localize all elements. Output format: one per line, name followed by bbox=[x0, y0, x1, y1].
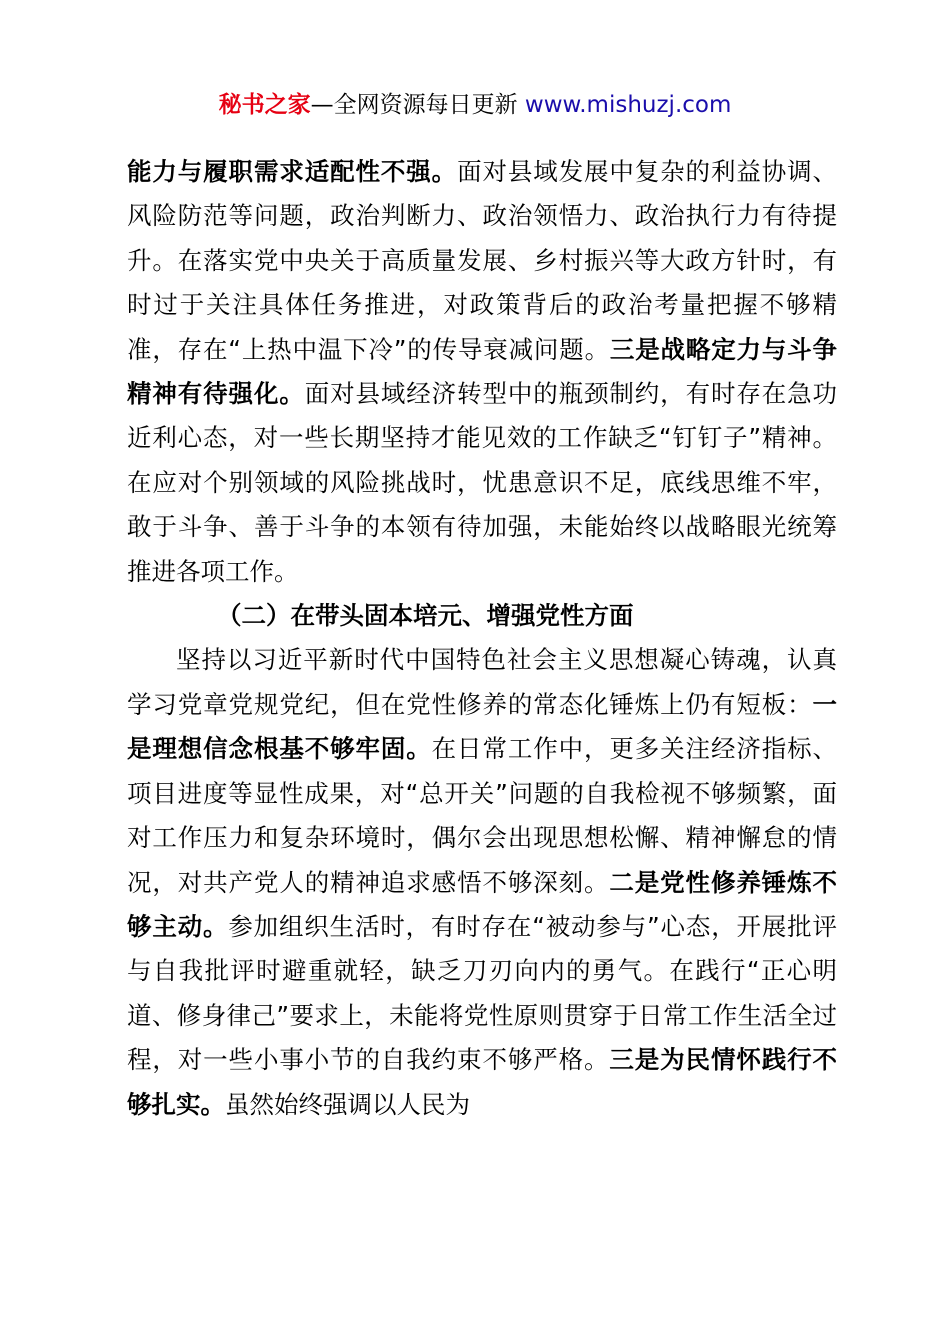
body-text: 参加组织生活时，有时存在“被动参与”心态，开展批评与自我批评时避重就轻，缺乏刀刃向内的勇气。在践行“正心明道、修身律己”要求上，未能将党性原则贯穿于日常工作生活全过程，对一些小事小节的自我约束不够严格。 bbox=[127, 911, 838, 1075]
bold-point-1: 一是理想信念根基不够牢固。 bbox=[127, 689, 837, 764]
website-link[interactable]: www.mishuzj.com bbox=[524, 92, 732, 118]
brand-name: 秘书之家 bbox=[218, 92, 311, 118]
body-text: 在日常工作中，更多关注经济指标、项目进度等显性成果，对“总开关”问题的自我检视不够频繁，面对工作压力和复杂环境时，偶尔会出现思想松懈、精神懈怠的情况，对共产党人的精神追求感悟不够深刻。 bbox=[127, 734, 838, 897]
section-heading-2: （二）在带头固本培元、增强党性方面 bbox=[217, 601, 634, 631]
bold-point-2: 二是党性修养锤炼不够主动。 bbox=[127, 867, 838, 941]
header-tagline: —全网资源每日更新 bbox=[310, 92, 525, 118]
document-body bbox=[127, 150, 837, 1127]
site-header bbox=[0, 88, 950, 122]
paragraph-party-spirit bbox=[127, 638, 837, 1126]
bold-point-3: 三是为民情怀践行不够扎实。 bbox=[127, 1045, 838, 1119]
body-text: 虽然始终强调以人民为 bbox=[225, 1089, 470, 1119]
body-text: 坚持以习近平新时代中国特色社会主义思想凝心铸魂，认真学习党章党规党纪，但在党性修养的常态化锤炼上仍有短板： bbox=[127, 645, 837, 719]
body-text: 面对县域经济转型中的瓶颈制约，有时存在急功近利心态，对一些长期坚持才能见效的工作缺乏“钉钉子”精神。在应对个别领域的风险挑战时，忧患意识不足，底线思维不牢，敢于斗争、善于斗争的本领有待加强，未能始终以战略眼光统筹推进各项工作。 bbox=[127, 379, 838, 586]
paragraph-capability bbox=[127, 150, 837, 594]
body-text: 面对县域发展中复杂的利益协调、风险防范等问题，政治判断力、政治领悟力、政治执行力有待提升。在落实党中央关于高质量发展、乡村振兴等大政方针时，有时过于关注具体任务推进，对政策背后的政治考量把握不够精准，存在“上热中温下冷”的传导衰减问题。 bbox=[127, 157, 838, 364]
bold-point-3: 三是战略定力与斗争精神有待强化。 bbox=[127, 334, 837, 409]
bold-point: 能力与履职需求适配性不强。 bbox=[127, 157, 458, 186]
